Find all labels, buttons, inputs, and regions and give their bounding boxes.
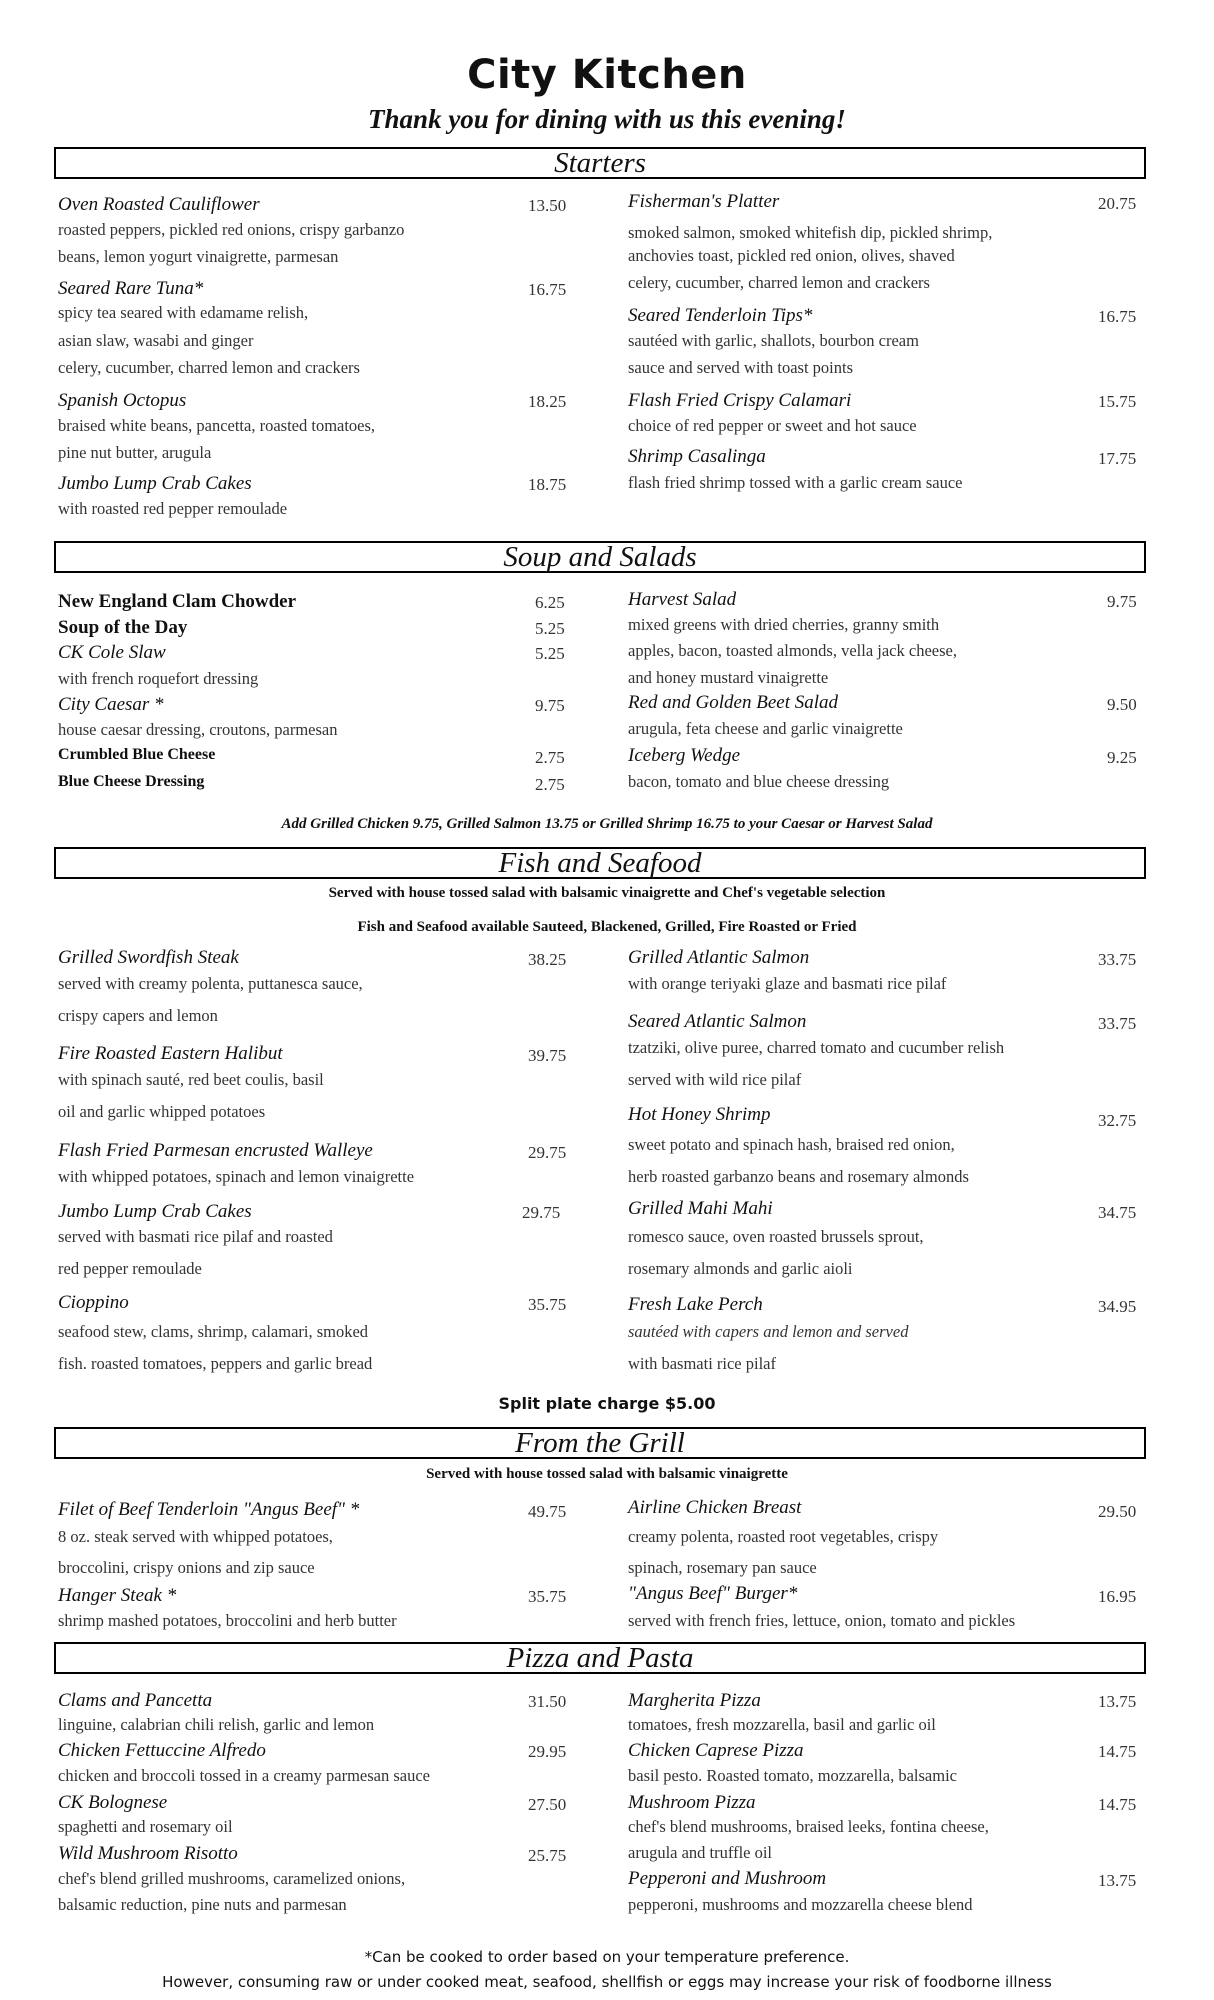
restaurant-title: City Kitchen — [467, 52, 747, 98]
menu-item-price: 6.25 — [535, 593, 565, 612]
menu-item-desc: chicken and broccoli tossed in a creamy parmesan sauce — [58, 1766, 431, 1785]
menu-item-name: New England Clam Chowder — [58, 591, 297, 612]
menu-item-desc: red pepper remoulade — [58, 1259, 202, 1278]
menu-item-name: Fisherman's Platter — [628, 191, 780, 212]
footer-note-health-warning: However, consuming raw or under cooked meat, seafood, shellfish or eggs may increase your risk of foodborne illness — [162, 1973, 1052, 1991]
menu-item-name: Flash Fried Parmesan encrusted Walleye — [58, 1140, 373, 1161]
menu-item-desc: with whipped potatoes, spinach and lemon vinaigrette — [58, 1167, 415, 1186]
menu-item-desc: celery, cucumber, charred lemon and crackers — [628, 273, 930, 292]
menu-item-desc: creamy polenta, roasted root vegetables, crispy — [628, 1527, 939, 1546]
menu-item-name: Jumbo Lump Crab Cakes — [58, 1201, 252, 1222]
menu-item-desc: roasted peppers, pickled red onions, crispy garbanzo — [58, 220, 405, 239]
menu-item-desc: linguine, calabrian chili relish, garlic and lemon — [58, 1715, 375, 1734]
menu-item-name: City Caesar * — [58, 694, 164, 715]
menu-item-desc: spicy tea seared with edamame relish, — [58, 303, 309, 322]
menu-item-price: 20.75 — [1098, 194, 1137, 213]
menu-item-price: 29.75 — [522, 1203, 561, 1222]
menu-item-desc: sweet potato and spinach hash, braised red onion, — [628, 1135, 955, 1154]
menu-item-price: 5.25 — [535, 619, 565, 638]
menu-item-price: 18.25 — [528, 392, 567, 411]
menu-item-price: 5.25 — [535, 644, 565, 663]
menu-item-name: Oven Roasted Cauliflower — [58, 194, 260, 215]
menu-item-price: 34.95 — [1098, 1297, 1137, 1316]
menu-item-price: 38.25 — [528, 950, 567, 969]
welcome-subtitle: Thank you for dining with us this evening! — [368, 104, 846, 134]
menu-item-price: 29.75 — [528, 1143, 567, 1162]
menu-item-desc: spaghetti and rosemary oil — [58, 1817, 233, 1836]
menu-item-desc: basil pesto. Roasted tomato, mozzarella, balsamic — [628, 1766, 957, 1785]
menu-item-price: 29.95 — [528, 1742, 567, 1761]
menu-item-name: Red and Golden Beet Salad — [628, 692, 839, 713]
menu-item-name: "Angus Beef" Burger* — [628, 1583, 798, 1604]
menu-item-desc: with french roquefort dressing — [58, 669, 259, 688]
menu-item-name: Pepperoni and Mushroom — [628, 1868, 827, 1889]
menu-item-name: Airline Chicken Breast — [628, 1497, 802, 1518]
menu-item-desc: spinach, rosemary pan sauce — [628, 1558, 817, 1577]
menu-item-desc: asian slaw, wasabi and ginger — [58, 331, 254, 350]
menu-item-price: 25.75 — [528, 1846, 567, 1865]
menu-item-price: 35.75 — [528, 1295, 567, 1314]
menu-item-desc: served with french fries, lettuce, onion, tomato and pickles — [628, 1611, 1016, 1630]
menu-item-name: Wild Mushroom Risotto — [58, 1843, 238, 1864]
menu-item-price: 34.75 — [1098, 1203, 1137, 1222]
menu-item-name: Soup of the Day — [58, 617, 188, 638]
menu-item-desc: romesco sauce, oven roasted brussels sprout, — [628, 1227, 924, 1246]
menu-item-name: Harvest Salad — [628, 589, 737, 610]
menu-item-name: Grilled Mahi Mahi — [628, 1198, 773, 1219]
menu-item-desc: sautéed with garlic, shallots, bourbon cream — [628, 331, 919, 350]
menu-item-desc: smoked salmon, smoked whitefish dip, pickled shrimp, — [628, 223, 993, 242]
menu-item-price: 9.75 — [535, 696, 565, 715]
menu-item-name: Chicken Caprese Pizza — [628, 1740, 804, 1761]
menu-item-desc: broccolini, crispy onions and zip sauce — [58, 1558, 315, 1577]
menu-item-desc: apples, bacon, toasted almonds, vella jack cheese, — [628, 641, 957, 660]
split-plate-charge: Split plate charge $5.00 — [498, 1394, 716, 1413]
menu-item-desc: herb roasted garbanzo beans and rosemary almonds — [628, 1167, 969, 1186]
menu-item-desc: chef's blend mushrooms, braised leeks, fontina cheese, — [628, 1817, 989, 1836]
menu-item-desc: with orange teriyaki glaze and basmati rice pilaf — [628, 974, 947, 993]
menu-item-price: 9.25 — [1107, 748, 1137, 767]
menu-item-name: Jumbo Lump Crab Cakes — [58, 473, 252, 494]
section-header-soup-salads: Soup and Salads — [54, 541, 1146, 573]
menu-item-desc: mixed greens with dried cherries, granny smith — [628, 615, 940, 634]
menu-item-desc: tomatoes, fresh mozzarella, basil and garlic oil — [628, 1715, 936, 1734]
menu-item-desc: rosemary almonds and garlic aioli — [628, 1259, 853, 1278]
menu-item-desc: celery, cucumber, charred lemon and crackers — [58, 358, 360, 377]
menu-item-price: 16.75 — [528, 280, 567, 299]
menu-item-desc: bacon, tomato and blue cheese dressing — [628, 772, 890, 791]
menu-item-desc: pine nut butter, arugula — [58, 443, 212, 462]
menu-item-name: Grilled Swordfish Steak — [58, 947, 239, 968]
menu-item-price: 2.75 — [535, 748, 565, 767]
menu-item-desc: beans, lemon yogurt vinaigrette, parmesan — [58, 247, 339, 266]
menu-item-name: Spanish Octopus — [58, 390, 187, 411]
menu-item-price: 39.75 — [528, 1046, 567, 1065]
grill-serving-note: Served with house tossed salad with balsamic vinaigrette — [426, 1466, 788, 1482]
menu-item-price: 16.75 — [1098, 307, 1137, 326]
menu-item-desc: balsamic reduction, pine nuts and parmesan — [58, 1895, 347, 1914]
menu-item-price: 29.50 — [1098, 1502, 1137, 1521]
menu-item-name: Clams and Pancetta — [58, 1690, 213, 1711]
menu-item-price: 9.50 — [1107, 695, 1137, 714]
menu-item-desc: sautéed with capers and lemon and served — [628, 1322, 909, 1341]
menu-item-desc: crispy capers and lemon — [58, 1006, 218, 1025]
menu-item-price: 35.75 — [528, 1587, 567, 1606]
menu-item-desc: served with wild rice pilaf — [628, 1070, 802, 1089]
menu-item-name: CK Bolognese — [58, 1792, 168, 1813]
menu-item-price: 33.75 — [1098, 1014, 1137, 1033]
menu-item-desc: house caesar dressing, croutons, parmesan — [58, 720, 338, 739]
menu-item-price: 17.75 — [1098, 449, 1137, 468]
section-header-pizza-pasta: Pizza and Pasta — [54, 1642, 1146, 1674]
menu-item-desc: chef's blend grilled mushrooms, caramelized onions, — [58, 1869, 406, 1888]
menu-item-desc: shrimp mashed potatoes, broccolini and herb butter — [58, 1611, 397, 1630]
menu-item-desc: choice of red pepper or sweet and hot sauce — [628, 416, 917, 435]
menu-item-desc: anchovies toast, pickled red onion, olives, shaved — [628, 246, 955, 265]
menu-item-price: 27.50 — [528, 1795, 567, 1814]
menu-item-desc: served with basmati rice pilaf and roasted — [58, 1227, 333, 1246]
menu-item-desc: with basmati rice pilaf — [628, 1354, 776, 1373]
footer-note-cooked-to-order: *Can be cooked to order based on your temperature preference. — [364, 1948, 850, 1966]
fish-serving-note: Served with house tossed salad with balsamic vinaigrette and Chef's vegetable selection — [328, 885, 886, 901]
menu-item-price: 49.75 — [528, 1502, 567, 1521]
section-header-starters: Starters — [54, 147, 1146, 179]
menu-item-desc: oil and garlic whipped potatoes — [58, 1102, 266, 1121]
menu-item-name: Seared Atlantic Salmon — [628, 1011, 807, 1032]
menu-item-price: 2.75 — [535, 775, 565, 794]
menu-item-desc: sauce and served with toast points — [628, 358, 853, 377]
menu-item-name: Hot Honey Shrimp — [628, 1104, 771, 1125]
menu-item-desc: with spinach sauté, red beet coulis, basil — [58, 1070, 324, 1089]
menu-item-desc: seafood stew, clams, shrimp, calamari, smoked — [58, 1322, 369, 1341]
menu-item-name: Flash Fried Crispy Calamari — [628, 390, 852, 411]
menu-item-name: Iceberg Wedge — [628, 745, 741, 766]
section-header-fish-seafood: Fish and Seafood — [54, 847, 1146, 879]
menu-item-name: Cioppino — [58, 1292, 129, 1313]
menu-item-desc: braised white beans, pancetta, roasted tomatoes, — [58, 416, 376, 435]
menu-item-price: 13.75 — [1098, 1871, 1137, 1890]
menu-item-desc: arugula, feta cheese and garlic vinaigrette — [628, 719, 903, 738]
menu-item-name: Mushroom Pizza — [628, 1792, 756, 1813]
menu-item-price: 31.50 — [528, 1692, 567, 1711]
menu-item-price: 16.95 — [1098, 1587, 1137, 1606]
menu-item-name: Hanger Steak * — [58, 1585, 177, 1606]
menu-item-name: Margherita Pizza — [628, 1690, 761, 1711]
menu-item-name: Blue Cheese Dressing — [58, 773, 205, 790]
fish-preparation-note: Fish and Seafood available Sauteed, Blackened, Grilled, Fire Roasted or Fried — [357, 919, 857, 935]
menu-item-price: 15.75 — [1098, 392, 1137, 411]
menu-item-name: Crumbled Blue Cheese — [58, 746, 216, 763]
menu-item-desc: and honey mustard vinaigrette — [628, 668, 829, 687]
menu-item-desc: flash fried shrimp tossed with a garlic cream sauce — [628, 473, 963, 492]
menu-item-desc: served with creamy polenta, puttanesca sauce, — [58, 974, 363, 993]
menu-item-name: Fire Roasted Eastern Halibut — [58, 1043, 283, 1064]
add-protein-note: Add Grilled Chicken 9.75, Grilled Salmon 13.75 or Grilled Shrimp 16.75 to your Caesar or Harvest Salad — [281, 816, 933, 832]
menu-item-name: Seared Tenderloin Tips* — [628, 305, 813, 326]
menu-item-name: Shrimp Casalinga — [628, 446, 766, 467]
menu-item-name: Grilled Atlantic Salmon — [628, 947, 810, 968]
menu-item-desc: with roasted red pepper remoulade — [58, 499, 288, 518]
menu-item-name: Filet of Beef Tenderloin "Angus Beef" * — [58, 1499, 360, 1520]
menu-item-desc: tzatziki, olive puree, charred tomato and cucumber relish — [628, 1038, 1005, 1057]
menu-item-desc: pepperoni, mushrooms and mozzarella cheese blend — [628, 1895, 973, 1914]
menu-item-price: 13.75 — [1098, 1692, 1137, 1711]
menu-item-desc: 8 oz. steak served with whipped potatoes, — [58, 1527, 333, 1546]
menu-item-price: 18.75 — [528, 475, 567, 494]
menu-item-desc: fish. roasted tomatoes, peppers and garlic bread — [58, 1354, 373, 1373]
menu-item-name: Fresh Lake Perch — [628, 1294, 763, 1315]
menu-item-price: 13.50 — [528, 196, 567, 215]
menu-item-desc: arugula and truffle oil — [628, 1843, 773, 1862]
menu-item-price: 9.75 — [1107, 592, 1137, 611]
menu-item-price: 14.75 — [1098, 1795, 1137, 1814]
section-header-grill: From the Grill — [54, 1427, 1146, 1459]
menu-item-price: 32.75 — [1098, 1111, 1137, 1130]
menu-item-price: 33.75 — [1098, 950, 1137, 969]
menu-item-name: Seared Rare Tuna* — [58, 278, 204, 299]
menu-item-name: Chicken Fettuccine Alfredo — [58, 1740, 266, 1761]
menu-item-price: 14.75 — [1098, 1742, 1137, 1761]
menu-item-name: CK Cole Slaw — [58, 642, 166, 663]
